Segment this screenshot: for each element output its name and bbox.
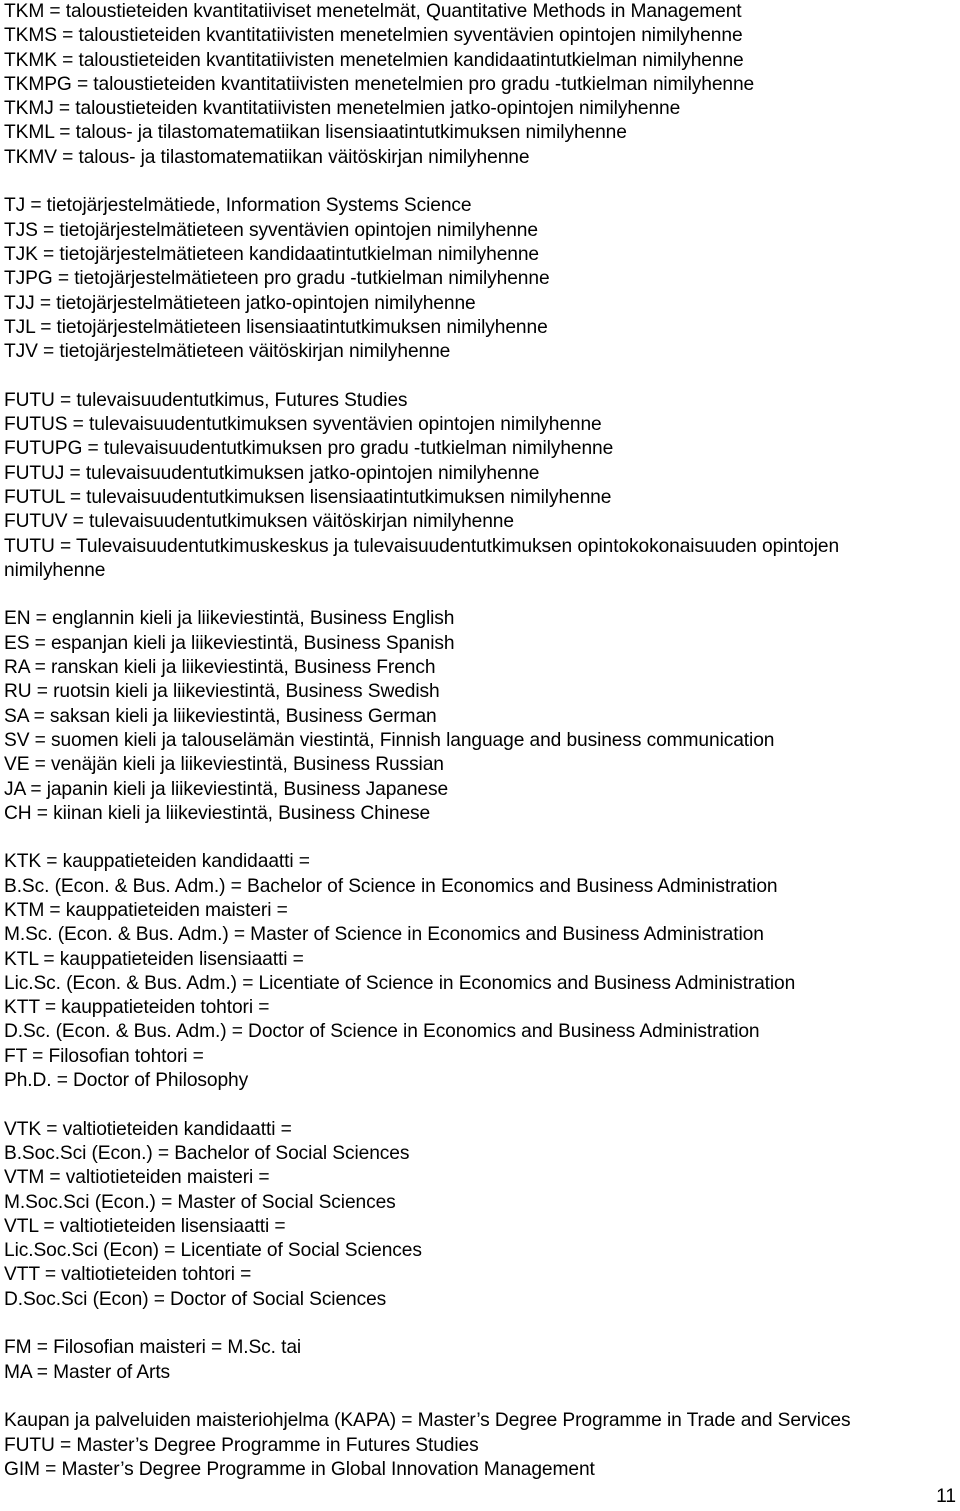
page-number: 11 [936, 1486, 956, 1507]
abbreviation-line: TKMK = taloustieteiden kvantitatiivisten menetelmien kandidaatintutkielman nimilyhenne [4, 49, 744, 71]
abbreviation-line: B.Sc. (Econ. & Bus. Adm.) = Bachelor of Science in Economics and Business Administration [4, 875, 778, 897]
abbreviation-line: TKM = taloustieteiden kvantitatiiviset menetelmät, Quantitative Methods in Management [4, 1, 742, 22]
abbreviation-line: Lic.Soc.Sci (Econ) = Licentiate of Social Sciences [4, 1240, 422, 1262]
abbreviation-section [4, 1336, 956, 1385]
abbreviation-line: FUTUJ = tulevaisuudentutkimuksen jatko-opintojen nimilyhenne [4, 462, 540, 484]
abbreviation-line: MA = Master of Arts [4, 1361, 171, 1383]
abbreviation-line: TJS = tietojärjestelmätieteen syventävien opintojen nimilyhenne [4, 219, 538, 241]
abbreviation-section [4, 607, 956, 826]
abbreviation-line: nimilyhenne [4, 559, 106, 581]
abbreviation-line: FM = Filosofian maisteri = M.Sc. tai [4, 1337, 302, 1359]
abbreviation-line: FUTU = tulevaisuudentutkimus, Futures Studies [4, 389, 408, 411]
abbreviation-line: TKMJ = taloustieteiden kvantitatiivisten menetelmien jatko-opintojen nimilyhenne [4, 98, 681, 120]
abbreviation-line: KTM = kauppatieteiden maisteri = [4, 899, 288, 921]
abbreviation-line: VTL = valtiotieteiden lisensiaatti = [4, 1215, 286, 1237]
abbreviation-line: KTK = kauppatieteiden kandidaatti = [4, 851, 310, 873]
abbreviation-section [4, 389, 956, 583]
abbreviation-line: ES = espanjan kieli ja liikeviestintä, Business Spanish [4, 632, 455, 654]
abbreviation-line: VTK = valtiotieteiden kandidaatti = [4, 1118, 292, 1140]
abbreviation-line: TKMS = taloustieteiden kvantitatiivisten menetelmien syventävien opintojen nimilyhenne [4, 25, 743, 47]
abbreviation-line: TJJ = tietojärjestelmätieteen jatko-opintojen nimilyhenne [4, 292, 476, 314]
abbreviation-line: KTL = kauppatieteiden lisensiaatti = [4, 948, 304, 970]
abbreviation-line: TJ = tietojärjestelmätiede, Information Systems Science [4, 195, 472, 217]
abbreviation-line: M.Sc. (Econ. & Bus. Adm.) = Master of Science in Economics and Business Administration [4, 924, 764, 946]
abbreviation-line: RU = ruotsin kieli ja liikeviestintä, Business Swedish [4, 681, 440, 703]
abbreviation-line: FUTUL = tulevaisuudentutkimuksen lisensiaatintutkimuksen nimilyhenne [4, 486, 612, 508]
abbreviation-line: TKMPG = taloustieteiden kvantitatiivisten menetelmien pro gradu -tutkielman nimilyhenne [4, 73, 755, 95]
abbreviation-line: Kaupan ja palveluiden maisteriohjelma (KAPA) = Master’s Degree Programme in Trade and Services [4, 1410, 851, 1432]
abbreviation-section [4, 1118, 956, 1312]
abbreviation-line: KTT = kauppatieteiden tohtori = [4, 997, 270, 1019]
document-body [4, 0, 956, 1482]
abbreviation-line: SV = suomen kieli ja talouselämän viestintä, Finnish language and business communication [4, 729, 775, 751]
abbreviation-line: EN = englannin kieli ja liikeviestintä, Business English [4, 608, 455, 630]
abbreviation-line: VE = venäjän kieli ja liikeviestintä, Business Russian [4, 754, 444, 776]
abbreviation-line: FT = Filosofian tohtori = [4, 1045, 204, 1067]
abbreviation-line: VTM = valtiotieteiden maisteri = [4, 1167, 270, 1189]
abbreviation-line: TJPG = tietojärjestelmätieteen pro gradu -tutkielman nimilyhenne [4, 268, 550, 290]
abbreviation-section [4, 0, 956, 170]
abbreviation-line: RA = ranskan kieli ja liikeviestintä, Business French [4, 657, 436, 679]
abbreviation-section [4, 194, 956, 364]
abbreviation-line: TUTU = Tulevaisuudentutkimuskeskus ja tulevaisuudentutkimuksen opintokokonaisuuden opintojen [4, 535, 840, 557]
abbreviation-line: CH = kiinan kieli ja liikeviestintä, Business Chinese [4, 802, 431, 824]
abbreviation-line: D.Soc.Sci (Econ) = Doctor of Social Sciences [4, 1288, 387, 1310]
abbreviation-line: JA = japanin kieli ja liikeviestintä, Business Japanese [4, 778, 449, 800]
abbreviation-line: VTT = valtiotieteiden tohtori = [4, 1264, 252, 1286]
abbreviation-line: FUTUPG = tulevaisuudentutkimuksen pro gradu -tutkielman nimilyhenne [4, 438, 614, 460]
abbreviation-line: B.Soc.Sci (Econ.) = Bachelor of Social Sciences [4, 1142, 410, 1164]
abbreviation-line: TJV = tietojärjestelmätieteen väitöskirjan nimilyhenne [4, 341, 451, 363]
abbreviation-line: GIM = Master’s Degree Programme in Global Innovation Management [4, 1458, 595, 1480]
abbreviation-line: TJK = tietojärjestelmätieteen kandidaatintutkielman nimilyhenne [4, 243, 539, 265]
abbreviation-line: TKMV = talous- ja tilastomatematiikan väitöskirjan nimilyhenne [4, 146, 530, 168]
abbreviation-line: FUTUV = tulevaisuudentutkimuksen väitöskirjan nimilyhenne [4, 511, 514, 533]
abbreviation-line: Ph.D. = Doctor of Philosophy [4, 1070, 249, 1092]
abbreviation-line: M.Soc.Sci (Econ.) = Master of Social Sciences [4, 1191, 396, 1213]
abbreviation-line: FUTU = Master’s Degree Programme in Futures Studies [4, 1434, 479, 1456]
abbreviation-line: D.Sc. (Econ. & Bus. Adm.) = Doctor of Science in Economics and Business Administration [4, 1021, 760, 1043]
abbreviation-section [4, 1409, 956, 1482]
abbreviation-line: TJL = tietojärjestelmätieteen lisensiaatintutkimuksen nimilyhenne [4, 316, 548, 338]
abbreviation-section [4, 850, 956, 1093]
abbreviation-line: FUTUS = tulevaisuudentutkimuksen syventävien opintojen nimilyhenne [4, 414, 602, 436]
abbreviation-line: SA = saksan kieli ja liikeviestintä, Business German [4, 705, 437, 727]
abbreviation-line: TKML = talous- ja tilastomatematiikan lisensiaatintutkimuksen nimilyhenne [4, 122, 627, 144]
abbreviation-line: Lic.Sc. (Econ. & Bus. Adm.) = Licentiate of Science in Economics and Business Administration [4, 972, 796, 994]
